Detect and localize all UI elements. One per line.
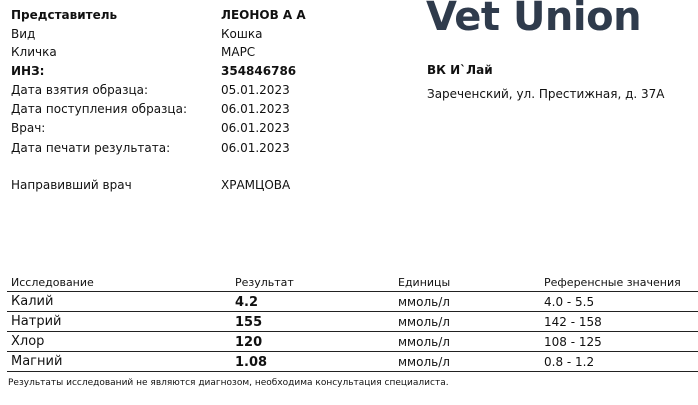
info-label: Дата взятия образца:: [11, 83, 149, 97]
cell-reference: 108 - 125: [544, 335, 602, 349]
info-label: Дата поступления образца:: [11, 102, 187, 116]
cell-result: 155: [235, 315, 263, 330]
info-row-sample-date: [11, 83, 331, 101]
cell-units: ммоль/л: [398, 295, 450, 309]
info-label: Дата печати результата:: [11, 141, 171, 155]
info-value: 354846786: [221, 64, 297, 78]
info-label: Кличка: [11, 45, 57, 59]
info-row-representative: [11, 8, 331, 26]
cell-reference: 142 - 158: [544, 315, 602, 329]
header-result: Результат: [235, 276, 294, 289]
info-value: МАРС: [221, 45, 256, 59]
info-label: Вид: [11, 27, 36, 41]
cell-result: 120: [235, 335, 263, 350]
info-label: Врач:: [11, 121, 46, 135]
info-row-referring-doctor: [11, 178, 331, 196]
header-reference: Референсные значения: [544, 276, 681, 289]
info-row-received-date: [11, 102, 331, 120]
info-value: Кошка: [221, 27, 263, 41]
info-row-inz: [11, 64, 331, 82]
info-value: 06.01.2023: [221, 141, 290, 155]
info-value: 05.01.2023: [221, 83, 290, 97]
results-table: [7, 274, 698, 372]
info-row-species: [11, 27, 331, 45]
cell-result: 4.2: [235, 295, 259, 310]
cell-reference: 4.0 - 5.5: [544, 295, 595, 309]
table-row: [7, 312, 698, 332]
cell-units: ммоль/л: [398, 335, 450, 349]
disclaimer-footnote: Результаты исследований не являются диагнозом, необходима консультация специалиста.: [8, 378, 449, 388]
info-value: 06.01.2023: [221, 102, 290, 116]
info-row-print-date: [11, 141, 331, 159]
table-row: [7, 292, 698, 312]
info-label: Представитель: [11, 8, 118, 22]
table-row: [7, 332, 698, 352]
clinic-address: Зареченский, ул. Престижная, д. 37А: [427, 87, 665, 101]
info-value: 06.01.2023: [221, 121, 290, 135]
clinic-name: ВК И`Лай: [427, 63, 493, 77]
cell-reference: 0.8 - 1.2: [544, 355, 595, 369]
cell-test: Хлор: [11, 334, 45, 349]
header-test: Исследование: [11, 276, 94, 289]
cell-test: Магний: [11, 354, 63, 369]
cell-result: 1.08: [235, 355, 268, 370]
info-row-nickname: [11, 45, 331, 63]
header-units: Единицы: [398, 276, 451, 289]
vet-union-logo: Vet Union: [426, 0, 642, 40]
table-header: [7, 274, 698, 292]
cell-test: Натрий: [11, 314, 62, 329]
table-row: [7, 352, 698, 372]
cell-units: ммоль/л: [398, 315, 450, 329]
cell-units: ммоль/л: [398, 355, 450, 369]
info-label: Направивший врач: [11, 178, 132, 192]
info-value: ХРАМЦОВА: [221, 178, 291, 192]
info-label: ИНЗ:: [11, 64, 45, 78]
cell-test: Калий: [11, 294, 54, 309]
info-value: ЛЕОНОВ А А: [221, 8, 306, 22]
info-row-doctor: [11, 121, 331, 139]
